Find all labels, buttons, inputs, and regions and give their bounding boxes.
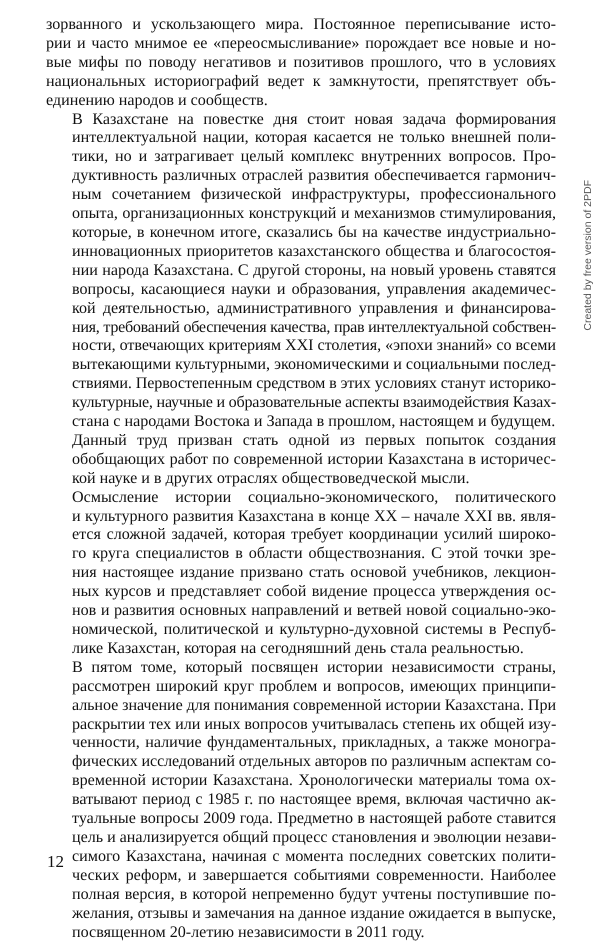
page-number: 12 [47,852,64,872]
text-line: лике Казахстан, которая на сегодняшний день стала реальностью. [46,640,556,659]
text-line: альное значение для понимания современной истории Казахстана. При [46,697,556,716]
text-line: номической, политической и культурно-духовной системы в Респуб- [46,621,556,640]
text-line: В Казахстане на повестке дня стоит новая задача формирования [46,111,556,130]
paragraph [46,659,556,942]
text-line: нов и развития основных направлений и ветвей новой социально-эко- [46,602,556,621]
text-line: раскрытии тех или иных вопросов учитывалась степень их общей изу- [46,716,556,735]
text-line: фических исследований отдельных авторов по различным аспектам со- [46,753,556,772]
text-line: цель и анализируется общий процесс становления и эволюции незави- [46,829,556,848]
text-line: ных курсов и представляет собой видение процесса утверждения ос- [46,583,556,602]
text-line: единению народов и сообществ. [46,92,556,111]
text-line: которые, в конечном итоге, сказались бы на качестве индустриально- [46,224,556,243]
text-line: ным сочетанием физической инфраструктуры, профессионального [46,186,556,205]
paragraph [46,111,556,432]
text-line: ствиями. Первостепенным средством в этих условиях станут историко- [46,375,556,394]
text-line: вытекающими культурными, экономическими и социальными послед- [46,356,556,375]
text-line: культурные, научные и образовательные аспекты взаимодействия Казах- [46,394,556,413]
text-line: В пятом томе, который посвящен истории независимости страны, [46,659,556,678]
text-line: инновационных приоритетов казахстанского общества и благосостоя- [46,243,556,262]
text-line: кой деятельностью, административного управления и финансирова- [46,300,556,319]
text-line: Осмысление истории социально-экономического, политического [46,489,556,508]
text-line: ния настоящее издание призвано стать основой учебников, лекцион- [46,564,556,583]
text-line: ности, отвечающих критериям XXI столетия, «эпохи знаний» со всеми [46,337,556,356]
paragraph [46,489,556,659]
text-line: стана с народами Востока и Запада в прошлом, настоящем и будущем. [46,413,556,432]
text-line: зорванного и ускользающего мира. Постоянное переписывание исто- [46,16,556,35]
text-line: симого Казахстана, начиная с момента последних советских полити- [46,848,556,867]
text-line: ческих реформ, и завершается событиями современности. Наиболее [46,867,556,886]
text-line: рассмотрен широкий круг проблем и вопросов, имеющих принципи- [46,678,556,697]
text-line: ется сложной задачей, которая требует координации усилий широко- [46,526,556,545]
paragraph [46,432,556,489]
text-line: ватывают период с 1985 г. по настоящее время, включая частично ак- [46,791,556,810]
text-line: посвященном 20-летию независимости в 2011 году. [46,924,556,942]
text-line: Данный труд призван стать одной из первых попыток создания [46,432,556,451]
text-line: кой науке и в других отраслях обществоведческой мысли. [46,470,556,489]
text-line: интеллектуальной нации, которая касается не только внешней поли- [46,129,556,148]
text-line: временной истории Казахстана. Хронологически материалы тома ох- [46,772,556,791]
text-line: обобщающих работ по современной истории Казахстана в историчес- [46,451,556,470]
text-line: туальные вопросы 2009 года. Предметно в настоящей работе ставится [46,810,556,829]
text-line: опыта, организационных конструкций и механизмов стимулирования, [46,205,556,224]
text-line: ченности, наличие фундаментальных, прикладных, а также моногра- [46,734,556,753]
text-line: и культурного развития Казахстана в конце XX – начале XXI вв. явля- [46,508,556,527]
text-line: нии народа Казахстана. С другой стороны, на новый уровень ставятся [46,262,556,281]
page-body [46,16,556,942]
text-line: тики, но и затрагивает целый комплекс внутренних вопросов. Про- [46,148,556,167]
text-line: вые мифы по поводу негативов и позитивов прошлого, что в условиях [46,54,556,73]
text-line: рии и часто мнимое ее «переосмысливание» порождает все новые и но- [46,35,556,54]
text-line: желания, отзывы и замечания на данное издание ожидается в выпуске, [46,905,556,924]
text-line: го круга специалистов в области обществознания. С этой точки зре- [46,545,556,564]
text-line: дуктивность различных отраслей развития обеспечивается гармонич- [46,167,556,186]
paragraph [46,16,556,111]
text-line: национальных историографий ведет к замкнутости, препятствует объ- [46,73,556,92]
text-line: ния, требований обеспечения качества, прав интеллектуальной собствен- [46,319,556,338]
watermark-text: Created by free version of 2PDF [582,180,594,331]
text-line: полная версия, в которой непременно будут учтены поступившие по- [46,886,556,905]
text-line: вопросы, касающиеся науки и образования, управления академичес- [46,281,556,300]
